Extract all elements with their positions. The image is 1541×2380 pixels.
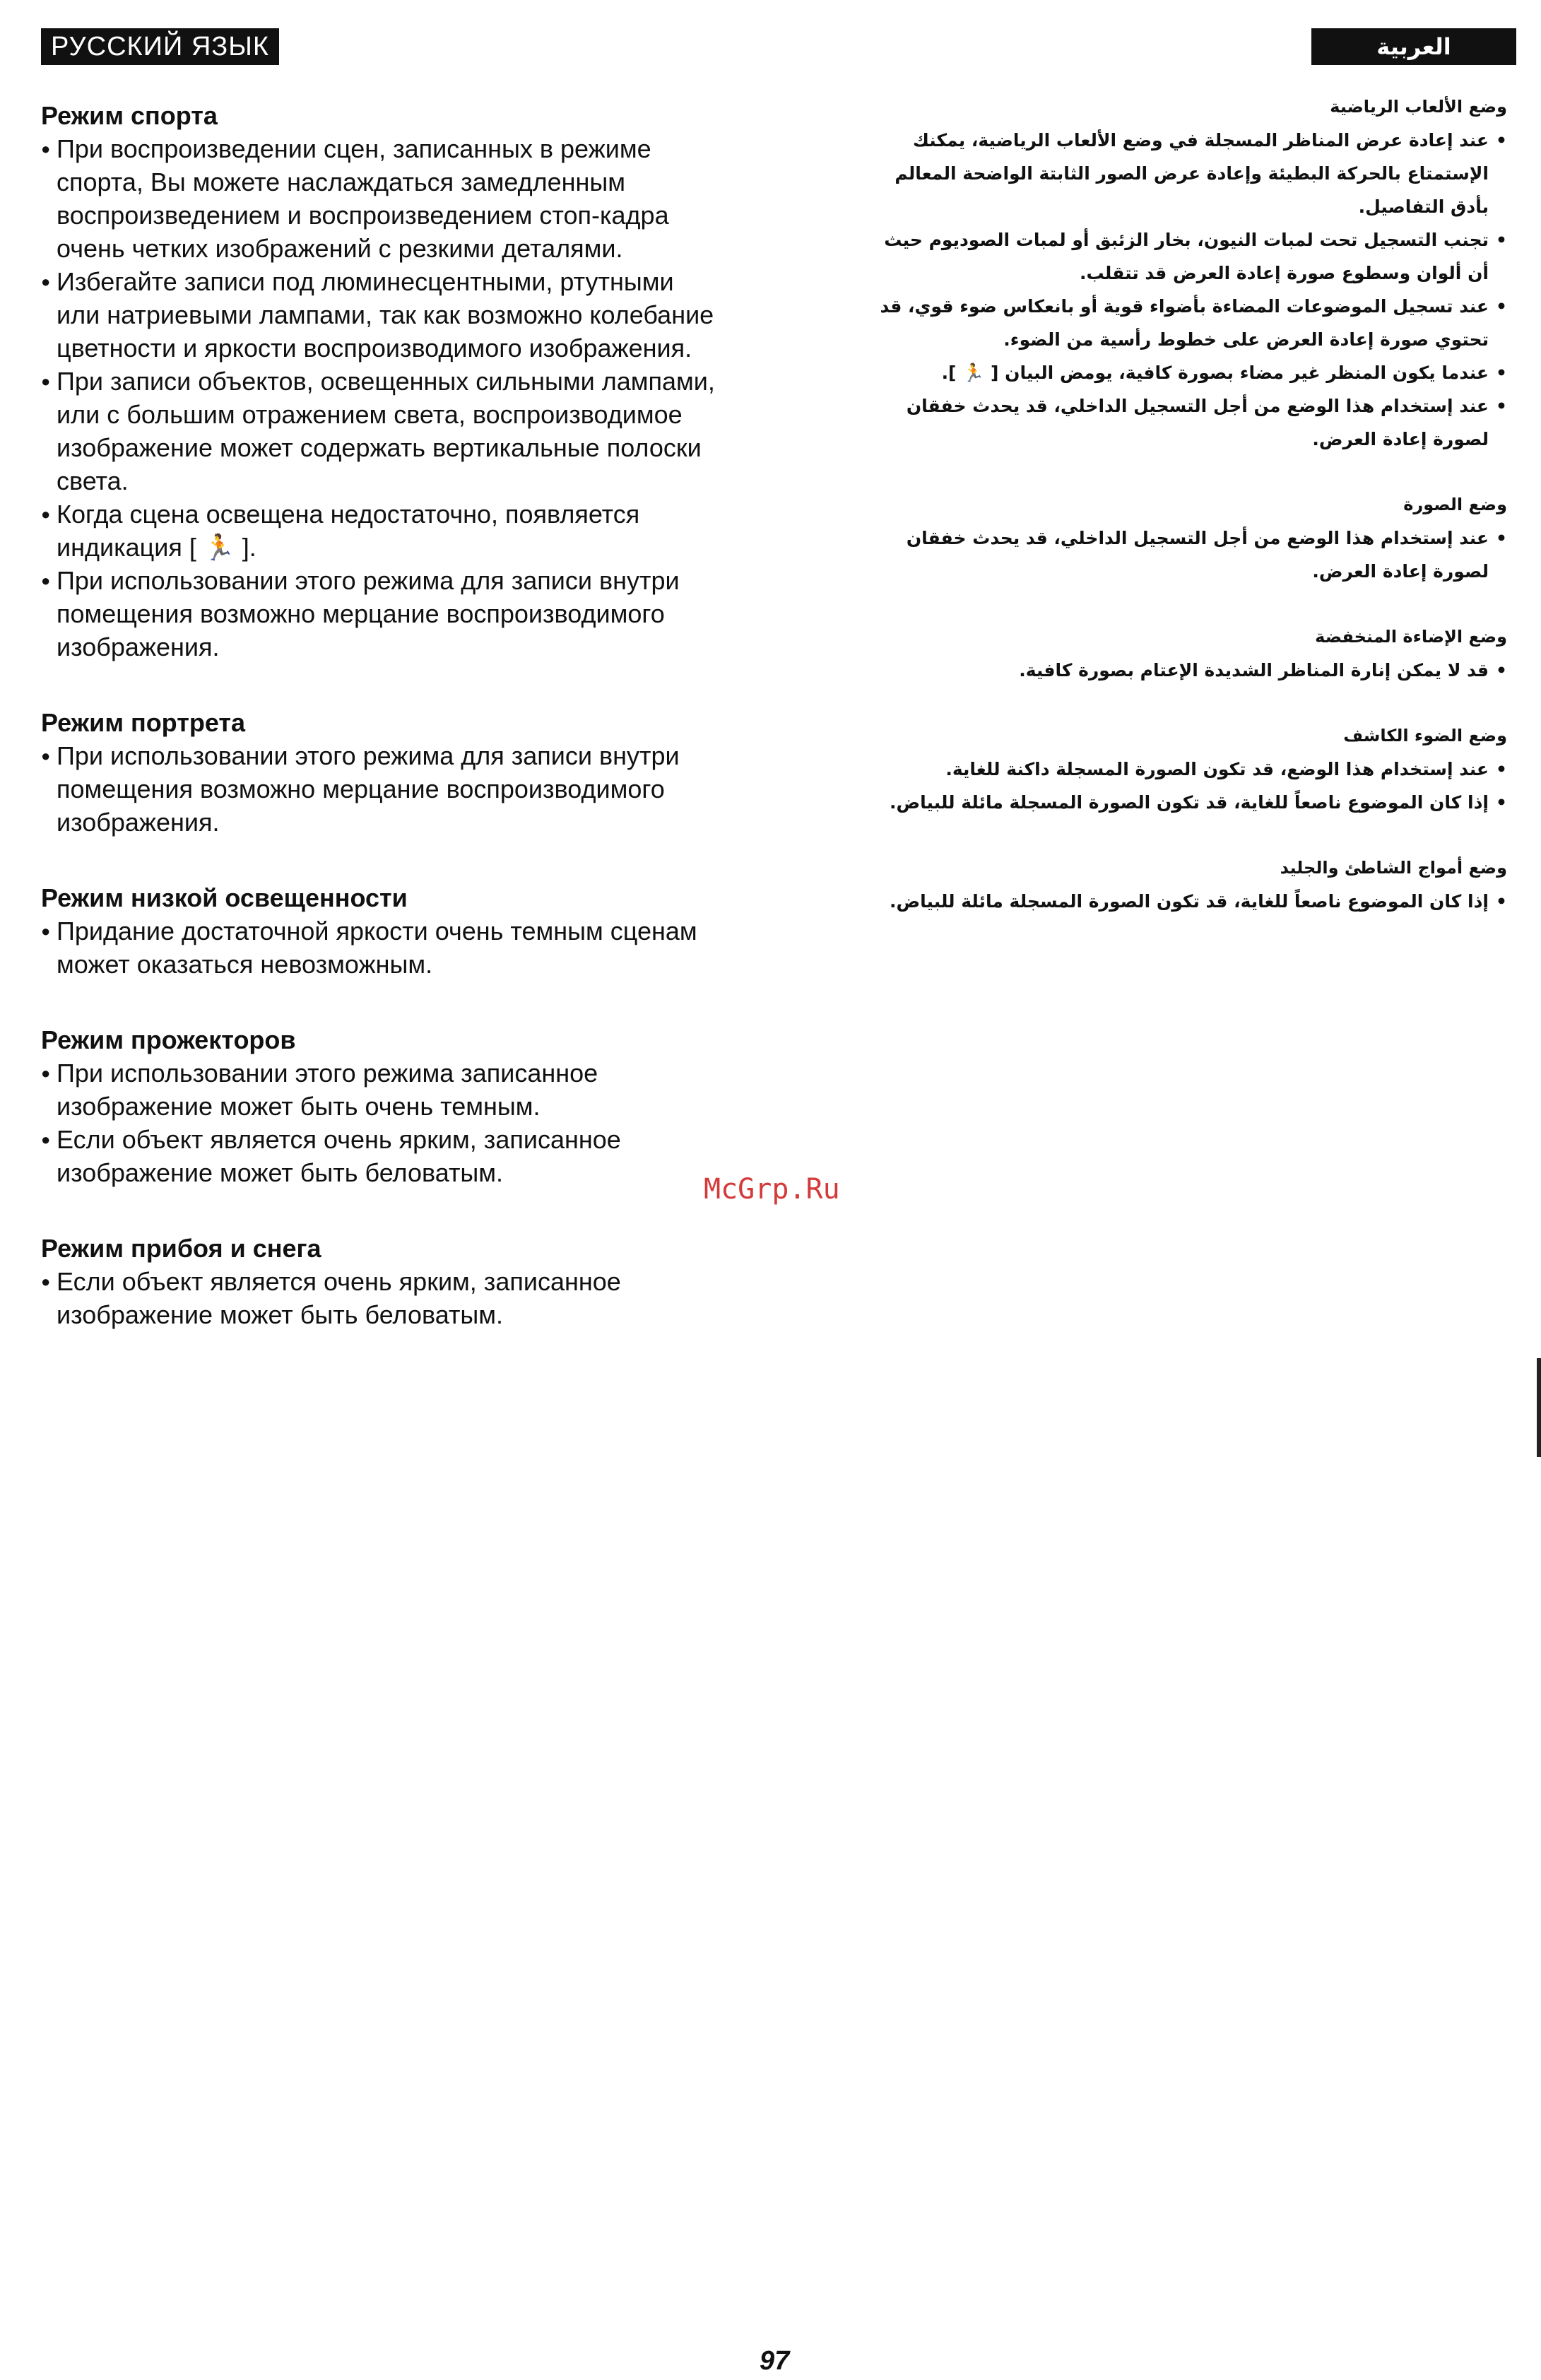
section-title: وضع أمواج الشاطئ والجليد	[1280, 858, 1507, 878]
bullet-item: ● При использовании этого режима записанное изображение может быть очень темным.	[41, 1056, 719, 1123]
bullet-item: ● При воспроизведении сцен, записанных в режиме спорта, Вы можете наслаждаться замедленным воспроизведением и воспроизведением стоп-кадра очень четких изображений с резкими деталями.	[41, 132, 719, 265]
bullet-item: • عند إستخدام هذا الوضع من أجل التسجيل الداخلي، قد يحدث خفقان لصورة إعادة العرض.	[857, 522, 1507, 588]
bullet-item: • إذا كان الموضوع ناصعاً للغاية، قد تكون الصورة المسجلة مائلة للبياض.	[857, 885, 1507, 918]
section-title: Режим спорта	[41, 101, 218, 130]
section-low-light-mode-ar	[857, 620, 1507, 687]
section-surf-snow-mode	[41, 1232, 719, 1331]
section-title: وضع الضوء الكاشف	[1343, 726, 1507, 746]
bullet-item: • عند إستخدام هذا الوضع، قد تكون الصورة المسجلة داكنة للغاية.	[857, 753, 1507, 786]
section-surf-snow-mode-ar	[857, 852, 1507, 918]
page-number: 97	[760, 2346, 790, 2376]
section-title: Режим портрета	[41, 708, 246, 737]
bullet-item: ● При использовании этого режима для записи внутри помещения возможно мерцание воспроизводимого изображения.	[41, 739, 719, 839]
section-title: Режим прожекторов	[41, 1025, 296, 1054]
watermark: McGrp.Ru	[704, 1173, 840, 1206]
section-sport-mode-ar	[857, 90, 1507, 456]
bullet-item: ● При записи объектов, освещенных сильными лампами, или с большим отражением света, воспроизводимое изображение может содержать вертикальные полоски света.	[41, 365, 719, 497]
bullet-item: • عند تسجيل الموضوعات المضاءة بأضواء قوية أو بانعكاس ضوء قوي، قد تحتوي صورة إعادة العرض على خطوط رأسية من الضوء.	[857, 290, 1507, 356]
bullet-item: • قد لا يمكن إنارة المناظر الشديدة الإعتام بصورة كافية.	[857, 654, 1507, 687]
bullet-item: ● Если объект является очень ярким, записанное изображение может быть беловатым.	[41, 1123, 719, 1189]
section-spotlight-mode-ar	[857, 719, 1507, 819]
arabic-column	[857, 90, 1507, 950]
section-title: وضع الصورة	[1403, 495, 1507, 514]
bullet-item: ● Когда сцена освещена недостаточно, появляется индикация [ 🏃 ].	[41, 497, 719, 564]
bullet-item: ● Избегайте записи под люминесцентными, ртутными или натриевыми лампами, так как возможно колебание цветности и яркости воспроизводимого изображения.	[41, 265, 719, 365]
edge-marker	[1537, 1358, 1541, 1457]
language-tab-russian: РУССКИЙ ЯЗЫК	[41, 28, 279, 65]
section-spotlight-mode	[41, 1023, 719, 1189]
section-title: وضع الإضاءة المنخفضة	[1315, 627, 1507, 647]
bullet-item: • إذا كان الموضوع ناصعاً للغاية، قد تكون الصورة المسجلة مائلة للبياض.	[857, 786, 1507, 819]
russian-column	[41, 99, 719, 1374]
language-tab-arabic: العربية	[1311, 28, 1516, 65]
section-title: وضع الألعاب الرياضية	[1330, 97, 1507, 117]
bullet-item: • تجنب التسجيل تحت لمبات النيون، بخار الزئبق أو لمبات الصوديوم حيث أن ألوان وسطوع صورة إعادة العرض قد تتقلب.	[857, 223, 1507, 290]
bullet-item: ● Придание достаточной яркости очень темным сценам может оказаться невозможным.	[41, 914, 719, 981]
bullet-item: • عندما يكون المنظر غير مضاء بصورة كافية، يومض البيان [ 🏃 ].	[857, 356, 1507, 389]
section-sport-mode	[41, 99, 719, 664]
section-portrait-mode-ar	[857, 488, 1507, 588]
bullet-item: • عند إستخدام هذا الوضع من أجل التسجيل الداخلي، قد يحدث خفقان لصورة إعادة العرض.	[857, 389, 1507, 456]
section-low-light-mode	[41, 881, 719, 981]
bullet-item: ● При использовании этого режима для записи внутри помещения возможно мерцание воспроизводимого изображения.	[41, 564, 719, 664]
section-title: Режим низкой освещенности	[41, 883, 408, 912]
section-portrait-mode	[41, 706, 719, 839]
bullet-item: • عند إعادة عرض المناظر المسجلة في وضع الألعاب الرياضية، يمكنك الإستمتاع بالحركة البطيئة وإعادة عرض الصور الثابتة الواضحة المعالم بأدق التفاصيل.	[857, 124, 1507, 223]
section-title: Режим прибоя и снега	[41, 1234, 321, 1263]
bullet-item: ● Если объект является очень ярким, записанное изображение может быть беловатым.	[41, 1265, 719, 1331]
